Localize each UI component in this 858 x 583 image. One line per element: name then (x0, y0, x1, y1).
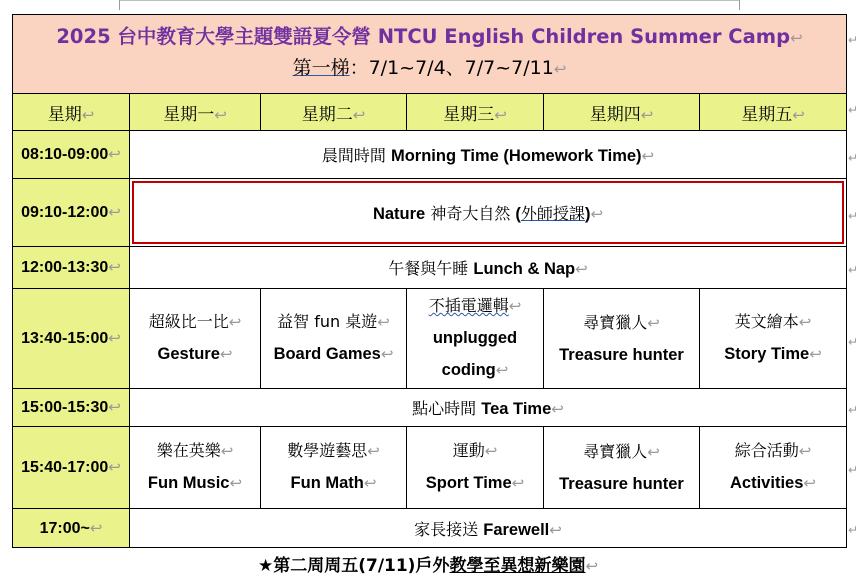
activity-nature-cell (130, 179, 847, 247)
row-snack (13, 389, 847, 427)
header-thursday: 星期四↩ (544, 94, 700, 131)
row-afternoon-1 (13, 289, 847, 389)
paragraph-mark: ↩ (790, 29, 803, 47)
header-wednesday: 星期三↩ (407, 94, 544, 131)
time-cell: 08:10-09:00↩ (13, 131, 130, 179)
time-cell: 13:40-15:00↩ (13, 289, 130, 389)
title-row (13, 15, 847, 94)
activity-board-games: 益智 fun 桌遊↩ Board Games↩ (261, 289, 407, 389)
row-end-mark: ↵ (848, 463, 858, 477)
crop-mark-right (739, 0, 740, 10)
row-end-mark: ↵ (848, 33, 858, 47)
row-end-mark: ↵ (848, 151, 858, 165)
header-monday: 星期一↩ (130, 94, 261, 131)
title-main-text: 2025 台中教育大學主題雙語夏令營 NTCU English Children Summer Camp (56, 25, 791, 48)
activity-sport-time: 運動↩ Sport Time↩ (407, 427, 544, 509)
activity-lunch: 午餐與午睡 Lunch & Nap↩ (130, 247, 847, 289)
row-nature (13, 179, 847, 247)
paragraph-mark: ↩ (553, 60, 567, 78)
activity-treasure-hunter: 尋寶獵人↩ Treasure hunter (544, 289, 700, 389)
row-end-mark: ↵ (848, 335, 858, 349)
activity-nature-highlight: Nature 神奇大自然 (外師授課)↩ (132, 181, 844, 244)
header-tuesday: 星期二↩ (261, 94, 407, 131)
time-cell: 15:00-15:30↩ (13, 389, 130, 427)
activity-treasure-hunter-2: 尋寶獵人↩ Treasure hunter (544, 427, 700, 509)
row-farewell (13, 509, 847, 548)
title-session (13, 52, 846, 85)
activity-gesture: 超級比一比↩ Gesture↩ (130, 289, 261, 389)
row-lunch (13, 247, 847, 289)
time-cell: 12:00-13:30↩ (13, 247, 130, 289)
row-end-mark: ↵ (848, 103, 858, 117)
activity-integrated: 綜合活動↩ Activities↩ (700, 427, 847, 509)
title-main (13, 23, 846, 52)
row-end-mark: ↵ (848, 209, 858, 223)
header-row (13, 94, 847, 131)
row-end-mark: ↵ (848, 403, 858, 417)
time-cell: 15:40-17:00↩ (13, 427, 130, 509)
crop-mark-left (119, 0, 120, 10)
activity-fun-music: 樂在英樂↩ Fun Music↩ (130, 427, 261, 509)
page-top-edge (120, 0, 740, 1)
title-cell (13, 15, 847, 94)
activity-tea-time: 點心時間 Tea Time↩ (130, 389, 847, 427)
session-label: 第一梯 (292, 57, 350, 79)
time-cell: 17:00~↩ (13, 509, 130, 548)
time-cell: 09:10-12:00↩ (13, 179, 130, 247)
footnote-outing (0, 551, 856, 576)
activity-story-time: 英文繪本↩ Story Time↩ (700, 289, 847, 389)
activity-farewell: 家長接送 Farewell↩ (130, 509, 847, 548)
row-end-mark: ↵ (848, 263, 858, 277)
footnote-text-2: 教學至異想新樂園 (449, 556, 586, 576)
session-dates: ：7/1~7/4、7/7~7/11 (349, 57, 554, 79)
activity-morning-time: 晨間時間 Morning Time (Homework Time)↩ (130, 131, 847, 179)
activity-unplugged-coding: 不插電邏輯↩ unplugged coding↩ (407, 289, 544, 389)
row-morning (13, 131, 847, 179)
activity-fun-math: 數學遊藝思↩ Fun Math↩ (261, 427, 407, 509)
schedule-table (12, 14, 847, 548)
row-end-mark: ↵ (848, 523, 858, 537)
header-weekday-label: 星期↩ (13, 94, 130, 131)
star-icon: ★ (257, 556, 274, 576)
footnote-text-1: 第二周周五(7/11)戶外 (273, 556, 450, 576)
paragraph-mark: ↩ (585, 557, 599, 575)
row-afternoon-2 (13, 427, 847, 509)
header-friday: 星期五↩ (700, 94, 847, 131)
